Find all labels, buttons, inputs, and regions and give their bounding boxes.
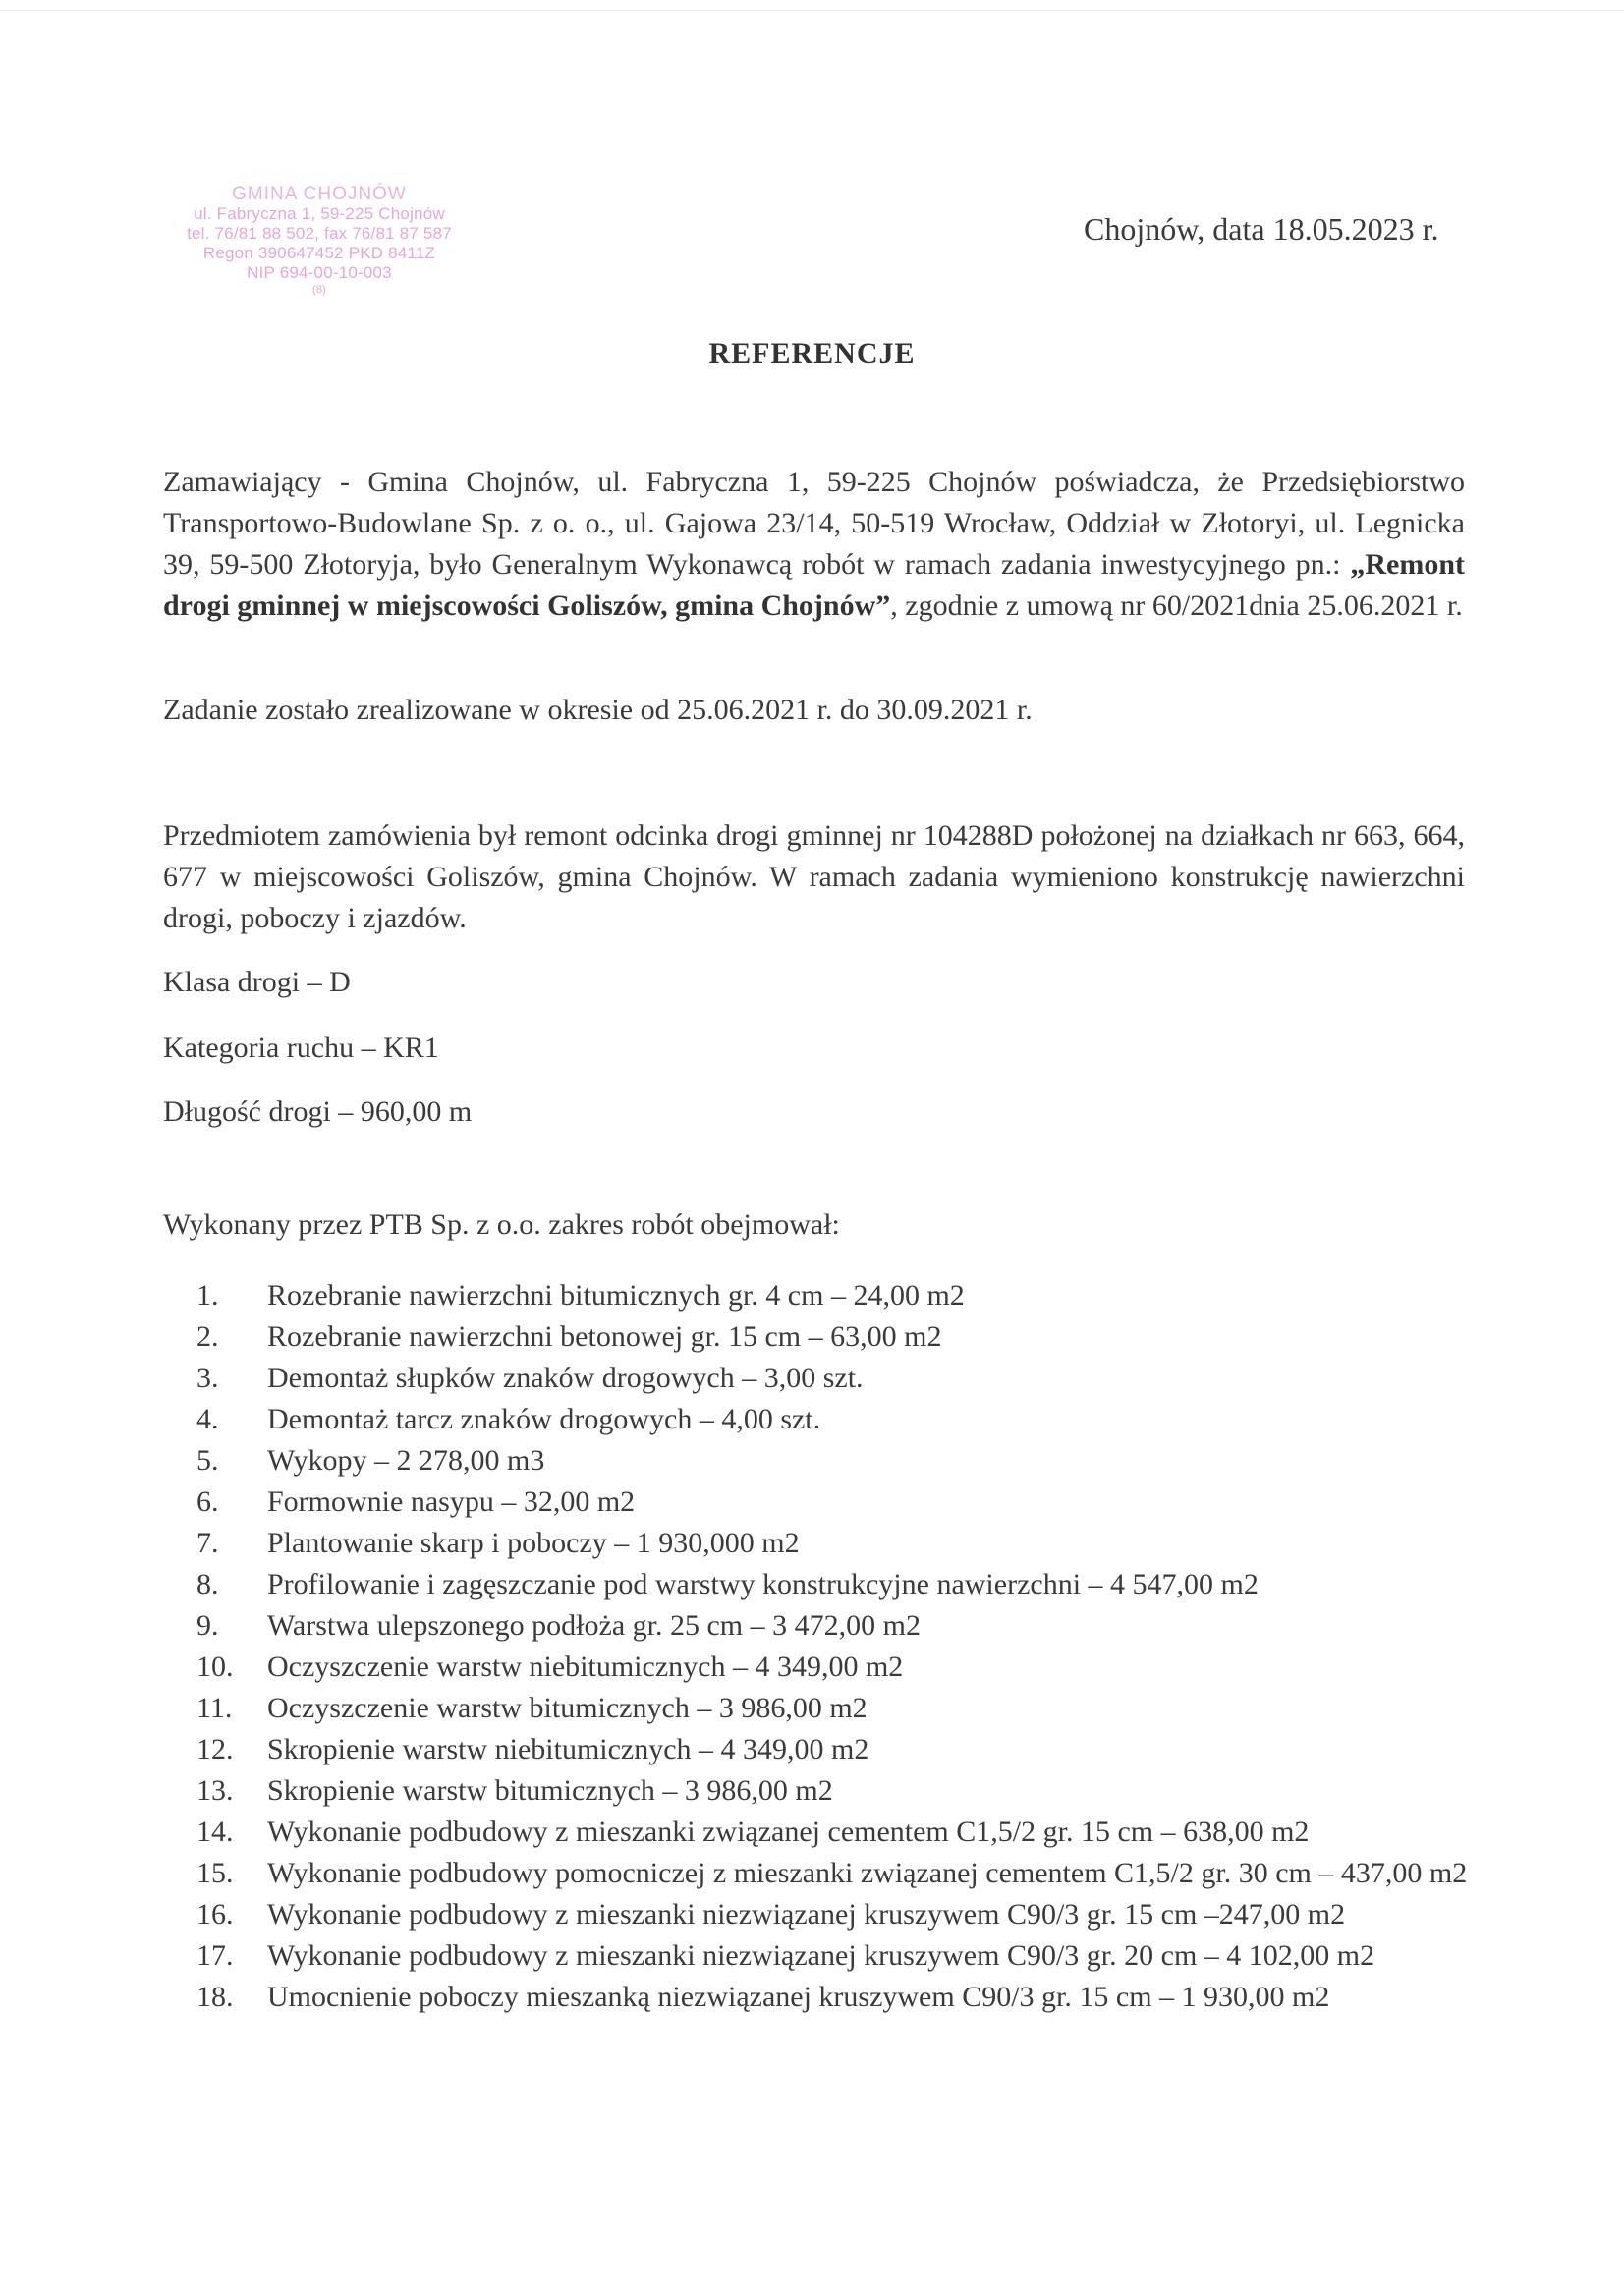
list-item <box>196 1275 1484 1316</box>
item-number: 5. <box>196 1444 219 1477</box>
stamp-phone: tel. 76/81 88 502, fax 76/81 87 587 <box>187 224 452 243</box>
road-class: Klasa drogi – D <box>163 966 351 998</box>
item-text: Rozebranie nawierzchni bitumicznych gr. 4 cm – 24,00 m2 <box>267 1279 965 1312</box>
list-item <box>196 1358 1484 1399</box>
stamp-address: ul. Fabryczna 1, 59-225 Chojnów <box>194 204 445 223</box>
list-item <box>196 1853 1484 1894</box>
stamp-nip: NIP 694-00-10-003 <box>247 263 392 282</box>
list-item <box>196 1399 1484 1440</box>
item-text: Wykopy – 2 278,00 m3 <box>267 1444 545 1477</box>
item-text: Oczyszczenie warstw bitumicznych – 3 986,00 m2 <box>267 1692 868 1724</box>
list-item <box>196 1316 1484 1358</box>
list-item <box>196 1729 1484 1770</box>
intro-paragraph <box>163 462 1465 627</box>
list-item <box>196 1688 1484 1729</box>
intro-text: Zamawiający - Gmina Chojnów, ul. Fabryczna 1, 59-225 Chojnów poświadcza, że Przedsiębiorstwo Transportowo-Budowlane Sp. z o. o., ul. Gajowa 23/14, 50-519 Wrocław, Oddział w Złotoryi, ul. Legnicka 39, 59-500 Złotoryja, było Generalnym Wykonawcą robót w ramach zadania inwestycyjnego pn.: <box>163 466 1465 581</box>
subject-paragraph: Przedmiotem zamówienia był remont odcinka drogi gminnej nr 104288D położonej na działkach nr 663, 664, 677 w miejscowości Goliszów, gmina Chojnów. W ramach zadania wymieniono konstrukcję nawierzchni drogi, poboczy i zjazdów. <box>163 819 1465 934</box>
list-item <box>196 1647 1484 1688</box>
list-item <box>196 1440 1484 1482</box>
project-name: „Remont drogi gminnej w miejscowości Goliszów, gmina Chojnów” <box>163 548 1465 622</box>
item-text: Wykonanie podbudowy z mieszanki niezwiązanej kruszywem C90/3 gr. 20 cm – 4 102,00 m2 <box>267 1939 1375 1972</box>
document-title: REFERENCJE <box>708 337 916 369</box>
item-text: Skropienie warstw bitumicznych – 3 986,00 m2 <box>267 1774 833 1807</box>
list-item <box>196 1564 1484 1605</box>
list-item <box>196 1770 1484 1812</box>
item-number: 6. <box>196 1485 219 1518</box>
item-text: Wykonanie podbudowy z mieszanki związanej cementem C1,5/2 gr. 15 cm – 638,00 m2 <box>267 1816 1310 1848</box>
contract-text: , zgodnie z umową nr 60/2021dnia 25.06.2021 r. <box>890 589 1463 622</box>
list-item <box>196 1935 1484 1977</box>
list-item <box>196 1894 1484 1935</box>
item-number: 18. <box>196 1981 234 2013</box>
page-edge-line <box>0 10 1624 11</box>
item-number: 8. <box>196 1568 219 1600</box>
item-number: 11. <box>196 1692 233 1724</box>
list-item <box>196 1812 1484 1853</box>
period-paragraph: Zadanie zostało zrealizowane w okresie od 25.06.2021 r. do 30.09.2021 r. <box>163 694 1033 726</box>
scope-intro: Wykonany przez PTB Sp. z o.o. zakres robót obejmował: <box>163 1208 840 1241</box>
item-number: 15. <box>196 1857 234 1889</box>
item-text: Profilowanie i zagęszczanie pod warstwy konstrukcyjne nawierzchni – 4 547,00 m2 <box>267 1568 1259 1600</box>
item-number: 1. <box>196 1279 219 1312</box>
list-item <box>196 1482 1484 1523</box>
item-text: Plantowanie skarp i poboczy – 1 930,000 m2 <box>267 1527 800 1559</box>
item-text: Wykonanie podbudowy z mieszanki niezwiązanej kruszywem C90/3 gr. 15 cm –247,00 m2 <box>267 1898 1346 1931</box>
stamp-regon: Regon 390647452 PKD 8411Z <box>202 244 436 262</box>
item-text: Formownie nasypu – 32,00 m2 <box>267 1485 636 1518</box>
stamp-mark: (8) <box>311 284 327 296</box>
item-text: Demontaż słupków znaków drogowych – 3,00 szt. <box>267 1362 864 1394</box>
item-text: Demontaż tarcz znaków drogowych – 4,00 szt. <box>267 1403 821 1435</box>
item-text: Oczyszczenie warstw niebitumicznych – 4 349,00 m2 <box>267 1651 904 1683</box>
item-number: 2. <box>196 1320 219 1353</box>
works-list <box>196 1275 1484 2018</box>
item-number: 12. <box>196 1733 234 1765</box>
list-item <box>196 1523 1484 1564</box>
item-number: 7. <box>196 1527 219 1559</box>
item-text: Warstwa ulepszonego podłoża gr. 25 cm – 3 472,00 m2 <box>267 1609 921 1642</box>
item-number: 16. <box>196 1898 234 1931</box>
item-number: 13. <box>196 1774 234 1807</box>
place-date: Chojnów, data 18.05.2023 r. <box>1084 211 1439 247</box>
item-number: 10. <box>196 1651 234 1683</box>
item-number: 3. <box>196 1362 219 1394</box>
item-text: Wykonanie podbudowy pomocniczej z mieszanki związanej cementem C1,5/2 gr. 30 cm – 437,00 m2 <box>267 1857 1468 1889</box>
item-number: 14. <box>196 1816 234 1848</box>
list-item <box>196 1605 1484 1647</box>
item-number: 9. <box>196 1609 219 1642</box>
traffic-category: Kategoria ruchu – KR1 <box>163 1032 439 1064</box>
road-length: Długość drogi – 960,00 m <box>163 1095 473 1128</box>
list-item <box>196 1977 1484 2018</box>
item-text: Rozebranie nawierzchni betonowej gr. 15 cm – 63,00 m2 <box>267 1320 942 1353</box>
item-text: Skropienie warstw niebitumicznych – 4 349,00 m2 <box>267 1733 869 1765</box>
item-text: Umocnienie poboczy mieszanką niezwiązanej kruszywem C90/3 gr. 15 cm – 1 930,00 m2 <box>267 1981 1330 2013</box>
stamp-title: GMINA CHOJNÓW <box>232 184 407 204</box>
item-number: 4. <box>196 1403 219 1435</box>
municipality-stamp <box>138 185 501 297</box>
item-number: 17. <box>196 1939 234 1972</box>
